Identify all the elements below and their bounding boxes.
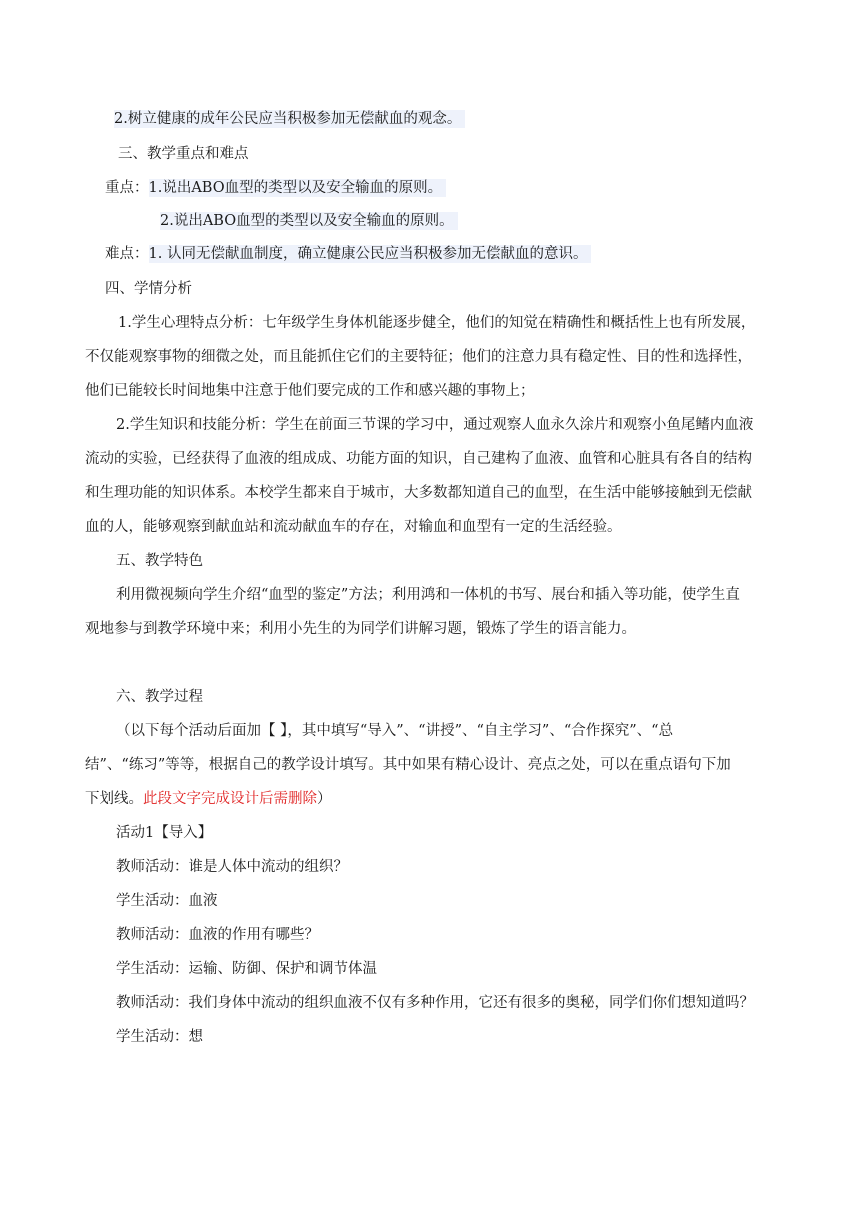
- section-4-heading: 四、学情分析: [105, 281, 192, 297]
- features-line-1: 利用微视频向学生介绍“血型的鉴定”方法；利用鸿和一体机的书写、展台和插入等功能，使学生直: [116, 587, 740, 603]
- activity-1-title: 活动1【导入】: [116, 825, 213, 841]
- analysis-2-line-4: 血的人，能够观察到献血站和流动献血车的存在，对输血和血型有一定的生活经验。: [85, 519, 622, 535]
- analysis-2-line-3: 和生理功能的知识体系。本校学生都来自于城市，大多数都知道自己的血型，在生活中能够接触到无偿献: [85, 485, 752, 501]
- dialog-line: 教师活动：我们身体中流动的组织血液不仅有多种作用，它还有很多的奥秘，同学们你们想知道吗？: [116, 995, 754, 1011]
- section-6-heading: 六、教学过程: [116, 689, 203, 705]
- analysis-1-line-3: 他们已能较长时间地集中注意于他们要完成的工作和感兴趣的事物上；: [85, 383, 535, 399]
- dialog-line: 学生活动：运输、防御、保护和调节体温: [116, 961, 377, 977]
- dialog-line: 教师活动：谁是人体中流动的组织？: [116, 859, 348, 875]
- dialog-line: 学生活动：血液: [116, 893, 218, 909]
- section-3-heading: 三、教学重点和难点: [118, 146, 249, 162]
- dialog-line: 学生活动：想: [116, 1029, 203, 1045]
- dialog-line: 教师活动：血液的作用有哪些？: [116, 927, 319, 943]
- section-5-heading: 五、教学特色: [116, 553, 203, 569]
- goal-2: 2.树立健康的成年公民应当积极参加无偿献血的观念。: [114, 109, 465, 129]
- delete-note: 此段文字完成设计后需删除: [143, 791, 317, 807]
- process-note-line-2: 结”、“练习”等等，根据自己的教学设计填写。其中如果有精心设计、亮点之处，可以在重点语句下加: [85, 757, 731, 773]
- features-line-2: 观地参与到教学环境中来；利用小先生的为同学们讲解习题，锻炼了学生的语言能力。: [85, 621, 636, 637]
- process-note-line-3: 下划线。此段文字完成设计后需删除）: [85, 791, 332, 807]
- analysis-2-line-1: 2.学生知识和技能分析：学生在前面三节课的学习中，通过观察人血永久涂片和观察小鱼尾鳍内血液: [116, 417, 754, 433]
- analysis-1-line-1: 1.学生心理特点分析：七年级学生身体机能逐步健全，他们的知觉在精确性和概括性上也有所发展，: [118, 315, 756, 331]
- key-point-2: 2.说出ABO血型的类型以及安全输血的原则。: [160, 211, 458, 231]
- analysis-1-line-2: 不仅能观察事物的细微之处，而且能抓住它们的主要特征；他们的注意力具有稳定性、目的性和选择性，: [85, 349, 752, 365]
- process-note-line-1: （以下每个活动后面加【 】，其中填写“导入”、“讲授”、“自主学习”、“合作探究”、“总: [116, 723, 674, 739]
- analysis-2-line-2: 流动的实验，已经获得了血液的组成成、功能方面的知识，自己建构了血液、血管和心脏具有各自的结构: [85, 451, 752, 467]
- difficulty-1: 难点：1. 认同无偿献血制度，确立健康公民应当积极参加无偿献血的意识。: [105, 244, 591, 264]
- key-point-1: 重点：1.说出ABO血型的类型以及安全输血的原则。: [105, 178, 446, 198]
